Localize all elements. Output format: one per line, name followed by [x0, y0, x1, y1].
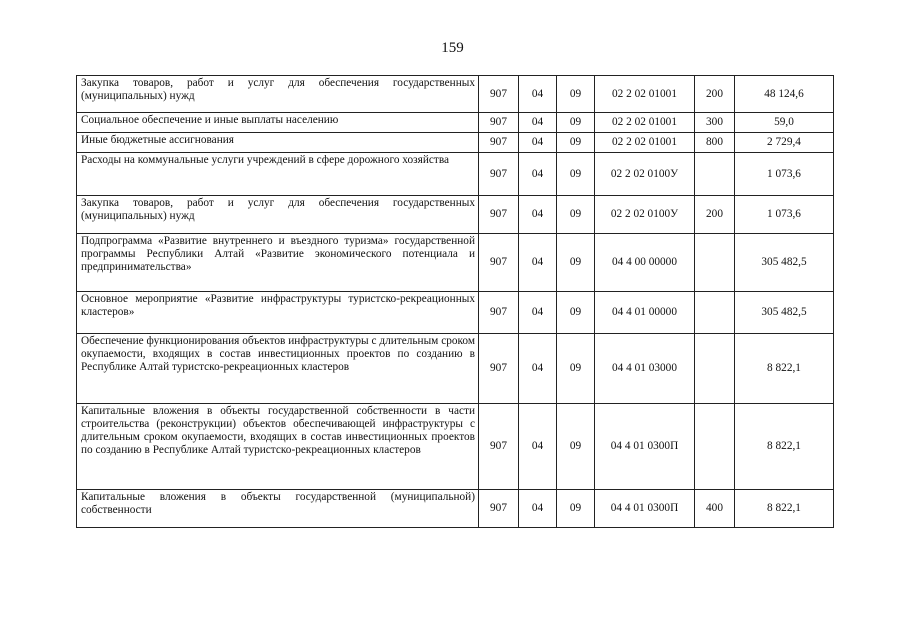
row-amount: 8 822,1	[735, 404, 834, 490]
table-row	[77, 76, 834, 113]
row-target-code: 04 4 01 03000	[595, 334, 695, 404]
row-section: 04	[519, 292, 557, 334]
row-section: 04	[519, 76, 557, 113]
row-expense-type: 200	[695, 76, 735, 113]
budget-table	[76, 75, 834, 528]
row-name: Подпрограмма «Развитие внутреннего и въездного туризма» государственной программы Республики Алтай «Развитие экономического потенциала и предпринимательства»	[77, 234, 479, 292]
row-admin-code: 907	[479, 153, 519, 196]
page-number: 159	[441, 40, 464, 56]
row-subsection: 09	[557, 292, 595, 334]
row-section: 04	[519, 196, 557, 234]
row-subsection: 09	[557, 133, 595, 153]
table-row	[77, 334, 834, 404]
row-amount: 2 729,4	[735, 133, 834, 153]
row-amount: 305 482,5	[735, 234, 834, 292]
row-expense-type: 200	[695, 196, 735, 234]
table-row	[77, 234, 834, 292]
row-target-code: 04 4 01 0300П	[595, 490, 695, 528]
table-row	[77, 490, 834, 528]
row-target-code: 02 2 02 01001	[595, 76, 695, 113]
row-target-code: 04 4 01 00000	[595, 292, 695, 334]
row-name: Социальное обеспечение и иные выплаты населению	[77, 113, 479, 133]
row-admin-code: 907	[479, 133, 519, 153]
row-section: 04	[519, 404, 557, 490]
row-target-code: 04 4 01 0300П	[595, 404, 695, 490]
row-name: Капитальные вложения в объекты государственной собственности в части строительства (реконструкции) объектов обеспечивающей инфраструктуры с длительным сроком окупаемости, входящих в состав инвестиционных проектов по созданию в Республике Алтай туристско-рекреационных кластеров	[77, 404, 479, 490]
row-amount: 1 073,6	[735, 196, 834, 234]
row-amount: 59,0	[735, 113, 834, 133]
row-name: Обеспечение функционирования объектов инфраструктуры с длительным сроком окупаемости, входящих в состав инвестиционных проектов по созданию в Республике Алтай туристско-рекреационных кластеров	[77, 334, 479, 404]
table-row	[77, 113, 834, 133]
row-section: 04	[519, 113, 557, 133]
row-subsection: 09	[557, 196, 595, 234]
row-section: 04	[519, 234, 557, 292]
row-name: Расходы на коммунальные услуги учреждений в сфере дорожного хозяйства	[77, 153, 479, 196]
row-admin-code: 907	[479, 404, 519, 490]
row-expense-type: 800	[695, 133, 735, 153]
row-expense-type	[695, 404, 735, 490]
row-target-code: 02 2 02 01001	[595, 133, 695, 153]
row-expense-type	[695, 234, 735, 292]
row-target-code: 04 4 00 00000	[595, 234, 695, 292]
row-admin-code: 907	[479, 196, 519, 234]
row-subsection: 09	[557, 153, 595, 196]
row-expense-type	[695, 334, 735, 404]
row-expense-type: 300	[695, 113, 735, 133]
row-expense-type: 400	[695, 490, 735, 528]
row-subsection: 09	[557, 234, 595, 292]
row-amount: 48 124,6	[735, 76, 834, 113]
row-subsection: 09	[557, 76, 595, 113]
row-admin-code: 907	[479, 234, 519, 292]
row-name: Закупка товаров, работ и услуг для обеспечения государственных (муниципальных) нужд	[77, 76, 479, 113]
row-subsection: 09	[557, 334, 595, 404]
row-subsection: 09	[557, 490, 595, 528]
row-amount: 8 822,1	[735, 334, 834, 404]
row-amount: 305 482,5	[735, 292, 834, 334]
row-admin-code: 907	[479, 76, 519, 113]
row-expense-type	[695, 292, 735, 334]
row-amount: 1 073,6	[735, 153, 834, 196]
row-target-code: 02 2 02 0100У	[595, 153, 695, 196]
table-row	[77, 153, 834, 196]
row-admin-code: 907	[479, 113, 519, 133]
row-section: 04	[519, 133, 557, 153]
row-section: 04	[519, 334, 557, 404]
row-admin-code: 907	[479, 292, 519, 334]
table-row	[77, 196, 834, 234]
row-expense-type	[695, 153, 735, 196]
row-admin-code: 907	[479, 334, 519, 404]
row-amount: 8 822,1	[735, 490, 834, 528]
row-section: 04	[519, 153, 557, 196]
row-name: Закупка товаров, работ и услуг для обеспечения государственных (муниципальных) нужд	[77, 196, 479, 234]
row-name: Основное мероприятие «Развитие инфраструктуры туристско-рекреационных кластеров»	[77, 292, 479, 334]
row-name: Капитальные вложения в объекты государственной (муниципальной) собственности	[77, 490, 479, 528]
row-admin-code: 907	[479, 490, 519, 528]
row-target-code: 02 2 02 01001	[595, 113, 695, 133]
table-row	[77, 292, 834, 334]
row-name: Иные бюджетные ассигнования	[77, 133, 479, 153]
table-row	[77, 404, 834, 490]
row-subsection: 09	[557, 404, 595, 490]
row-target-code: 02 2 02 0100У	[595, 196, 695, 234]
row-section: 04	[519, 490, 557, 528]
table-row	[77, 133, 834, 153]
row-subsection: 09	[557, 113, 595, 133]
